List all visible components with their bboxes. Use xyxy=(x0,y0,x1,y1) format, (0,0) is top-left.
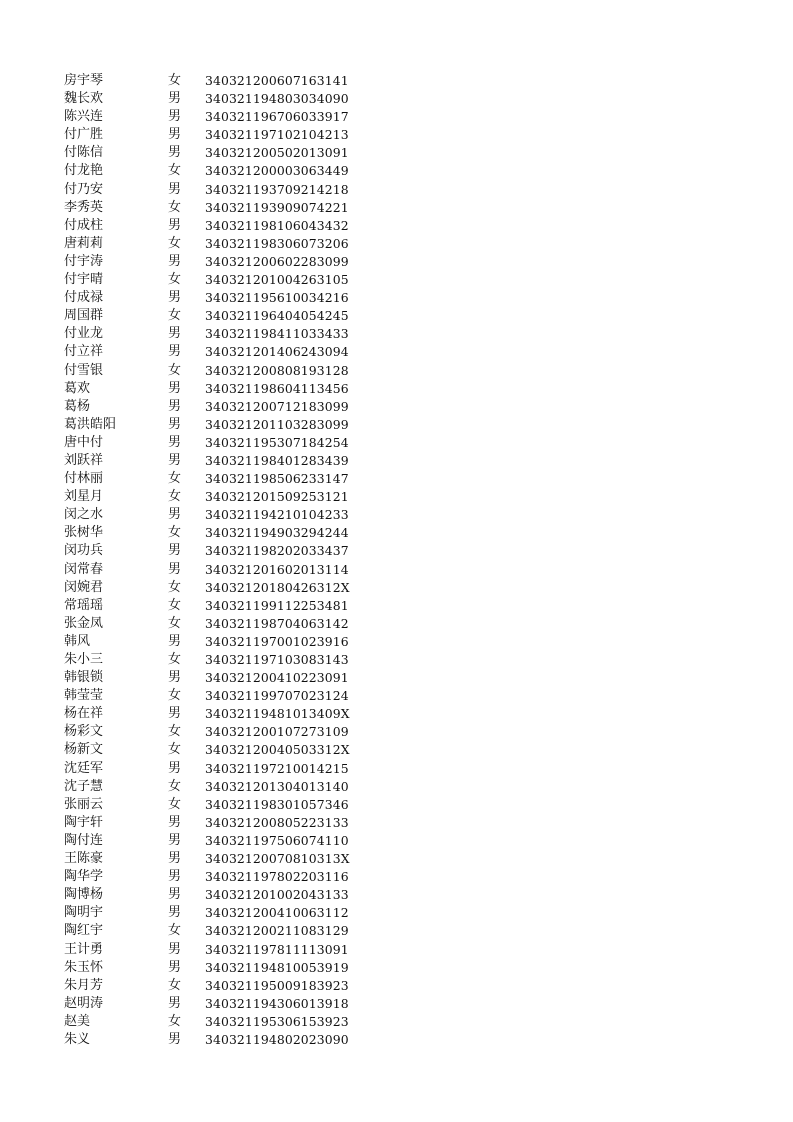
id-number-cell: 340321194903294244 xyxy=(205,525,349,541)
id-number-cell: 340321200410223091 xyxy=(205,670,349,686)
id-number-cell: 340321200410063112 xyxy=(205,905,349,921)
id-number-cell: 340321200607163141 xyxy=(205,73,349,88)
id-number-cell: 340321198704063142 xyxy=(205,615,349,631)
table-row xyxy=(0,995,793,1013)
table-row xyxy=(0,72,793,90)
gender-cell: 女 xyxy=(168,73,182,88)
gender-cell: 男 xyxy=(168,851,182,867)
table-row xyxy=(0,289,793,307)
name-cell: 周国群 xyxy=(64,308,104,324)
table-row xyxy=(0,832,793,850)
id-number-cell: 340321201602013114 xyxy=(205,561,349,577)
name-cell: 杨新文 xyxy=(64,742,104,758)
id-number-cell: 340321200712183099 xyxy=(205,398,349,414)
name-cell: 刘星月 xyxy=(64,489,104,505)
name-cell: 魏长欢 xyxy=(64,91,104,107)
table-row xyxy=(0,687,793,705)
gender-cell: 女 xyxy=(168,362,182,378)
table-row xyxy=(0,362,793,380)
name-cell: 常瑶瑶 xyxy=(64,597,104,613)
name-cell: 闵婉君 xyxy=(64,579,104,595)
id-number-cell: 340321195306153923 xyxy=(205,1013,349,1029)
table-row xyxy=(0,271,793,289)
table-row xyxy=(0,796,793,814)
table-row xyxy=(0,850,793,868)
id-number-cell: 340321199707023124 xyxy=(205,688,349,704)
gender-cell: 女 xyxy=(168,163,182,179)
table-row xyxy=(0,108,793,126)
gender-cell: 男 xyxy=(168,706,182,722)
id-number-cell: 340321200211083129 xyxy=(205,923,349,939)
gender-cell: 女 xyxy=(168,977,182,993)
gender-cell: 女 xyxy=(168,489,182,505)
name-cell: 付宇涛 xyxy=(64,253,104,269)
gender-cell: 男 xyxy=(168,1031,182,1047)
table-row xyxy=(0,181,793,199)
gender-cell: 女 xyxy=(168,199,182,215)
gender-cell: 女 xyxy=(168,688,182,704)
table-row xyxy=(0,941,793,959)
name-cell: 葛杨 xyxy=(64,398,91,414)
table-row xyxy=(0,398,793,416)
gender-cell: 男 xyxy=(168,995,182,1011)
id-number-cell: 340321198301057346 xyxy=(205,796,349,812)
table-row xyxy=(0,760,793,778)
gender-cell: 男 xyxy=(168,290,182,306)
id-number-cell: 340321201004263105 xyxy=(205,272,349,288)
table-row xyxy=(0,886,793,904)
name-cell: 杨彩文 xyxy=(64,724,104,740)
name-cell: 唐莉莉 xyxy=(64,235,104,251)
name-cell: 付业龙 xyxy=(64,326,104,342)
gender-cell: 男 xyxy=(168,633,182,649)
name-cell: 朱玉怀 xyxy=(64,959,104,975)
table-row xyxy=(0,90,793,108)
name-cell: 朱小三 xyxy=(64,652,104,667)
table-row xyxy=(0,126,793,144)
name-cell: 付陈信 xyxy=(64,145,104,161)
id-number-cell: 340321201406243094 xyxy=(205,344,349,360)
id-number-cell: 34032120180426312X xyxy=(205,579,350,595)
id-number-cell: 34032119481013409X xyxy=(205,706,350,722)
name-cell: 李秀英 xyxy=(64,199,104,215)
id-number-cell: 340321198604113456 xyxy=(205,380,349,396)
id-number-cell: 340321197103083143 xyxy=(205,652,349,667)
gender-cell: 男 xyxy=(168,398,182,414)
name-cell: 韩银锁 xyxy=(64,670,104,686)
gender-cell: 男 xyxy=(168,326,182,342)
table-row xyxy=(0,1013,793,1031)
name-cell: 杨在祥 xyxy=(64,706,104,722)
table-row xyxy=(0,633,793,651)
table-row xyxy=(0,615,793,633)
name-cell: 朱义 xyxy=(64,1031,91,1047)
name-cell: 陶明宇 xyxy=(64,905,104,921)
id-number-cell: 340321197001023916 xyxy=(205,633,349,649)
table-row xyxy=(0,977,793,995)
name-cell: 张丽云 xyxy=(64,796,104,812)
name-cell: 赵明涛 xyxy=(64,995,104,1011)
gender-cell: 女 xyxy=(168,778,182,794)
gender-cell: 女 xyxy=(168,923,182,939)
gender-cell: 男 xyxy=(168,760,182,776)
gender-cell: 男 xyxy=(168,253,182,269)
table-row xyxy=(0,868,793,886)
id-number-cell: 340321197802203116 xyxy=(205,869,349,885)
name-cell: 陶红宇 xyxy=(64,923,104,939)
table-row xyxy=(0,162,793,180)
name-cell: 韩风 xyxy=(64,633,91,649)
table-row xyxy=(0,470,793,488)
gender-cell: 女 xyxy=(168,724,182,740)
gender-cell: 女 xyxy=(168,615,182,631)
id-number-cell: 340321196706033917 xyxy=(205,109,349,125)
name-cell: 付成禄 xyxy=(64,290,104,306)
name-cell: 付立祥 xyxy=(64,344,104,360)
name-cell: 付林丽 xyxy=(64,471,104,487)
table-row xyxy=(0,199,793,217)
id-number-cell: 340321197811113091 xyxy=(205,941,349,957)
gender-cell: 男 xyxy=(168,887,182,903)
table-row xyxy=(0,416,793,434)
table-row xyxy=(0,741,793,759)
id-number-cell: 340321201002043133 xyxy=(205,887,349,903)
id-number-cell: 340321200805223133 xyxy=(205,814,349,830)
id-number-cell: 340321200003063449 xyxy=(205,163,349,179)
name-cell: 王陈豪 xyxy=(64,851,104,867)
table-row xyxy=(0,434,793,452)
gender-cell: 女 xyxy=(168,308,182,324)
gender-cell: 男 xyxy=(168,91,182,107)
id-number-cell: 340321195610034216 xyxy=(205,290,349,306)
id-number-cell: 34032120040503312X xyxy=(205,742,350,758)
name-cell: 付广胜 xyxy=(64,127,104,143)
gender-cell: 男 xyxy=(168,941,182,957)
id-number-cell: 340321197102104213 xyxy=(205,127,349,143)
gender-cell: 男 xyxy=(168,814,182,830)
id-number-cell: 340321198106043432 xyxy=(205,217,349,233)
id-number-cell: 340321201103283099 xyxy=(205,416,349,432)
gender-cell: 女 xyxy=(168,272,182,288)
id-number-cell: 340321195307184254 xyxy=(205,434,349,450)
gender-cell: 女 xyxy=(168,235,182,251)
roster-table xyxy=(0,72,793,1049)
name-cell: 张金凤 xyxy=(64,615,104,631)
gender-cell: 女 xyxy=(168,796,182,812)
table-row xyxy=(0,380,793,398)
table-row xyxy=(0,579,793,597)
name-cell: 付宇晴 xyxy=(64,272,104,288)
id-number-cell: 340321200602283099 xyxy=(205,253,349,269)
gender-cell: 女 xyxy=(168,652,182,667)
id-number-cell: 340321201304013140 xyxy=(205,778,349,794)
id-number-cell: 340321198202033437 xyxy=(205,543,349,559)
gender-cell: 男 xyxy=(168,416,182,432)
name-cell: 闵功兵 xyxy=(64,543,104,559)
name-cell: 朱月芳 xyxy=(64,977,104,993)
table-row xyxy=(0,325,793,343)
table-row xyxy=(0,723,793,741)
id-number-cell: 340321198401283439 xyxy=(205,452,349,468)
table-row xyxy=(0,651,793,669)
name-cell: 沈子慧 xyxy=(64,778,104,794)
table-row xyxy=(0,307,793,325)
name-cell: 房宇琴 xyxy=(64,73,104,88)
name-cell: 闵常春 xyxy=(64,561,104,577)
id-number-cell: 340321194802023090 xyxy=(205,1031,349,1047)
id-number-cell: 340321198506233147 xyxy=(205,471,349,487)
id-number-cell: 340321200808193128 xyxy=(205,362,349,378)
name-cell: 付乃安 xyxy=(64,181,104,197)
id-number-cell: 340321197210014215 xyxy=(205,760,349,776)
gender-cell: 女 xyxy=(168,742,182,758)
id-number-cell: 340321198306073206 xyxy=(205,235,349,251)
id-number-cell: 340321199112253481 xyxy=(205,597,349,613)
name-cell: 付成柱 xyxy=(64,217,104,233)
table-row xyxy=(0,217,793,235)
id-number-cell: 340321195009183923 xyxy=(205,977,349,993)
name-cell: 唐中付 xyxy=(64,434,104,450)
table-row xyxy=(0,235,793,253)
id-number-cell: 340321200107273109 xyxy=(205,724,349,740)
table-row xyxy=(0,542,793,560)
gender-cell: 男 xyxy=(168,380,182,396)
id-number-cell: 340321197506074110 xyxy=(205,832,349,848)
table-row xyxy=(0,778,793,796)
name-cell: 王计勇 xyxy=(64,941,104,957)
table-row xyxy=(0,922,793,940)
gender-cell: 男 xyxy=(168,959,182,975)
gender-cell: 男 xyxy=(168,670,182,686)
name-cell: 赵美 xyxy=(64,1013,91,1029)
name-cell: 韩莹莹 xyxy=(64,688,104,704)
id-number-cell: 340321198411033433 xyxy=(205,326,349,342)
table-row xyxy=(0,705,793,723)
gender-cell: 女 xyxy=(168,471,182,487)
table-row xyxy=(0,561,793,579)
gender-cell: 男 xyxy=(168,127,182,143)
name-cell: 陶宇轩 xyxy=(64,814,104,830)
gender-cell: 男 xyxy=(168,507,182,523)
id-number-cell: 340321201509253121 xyxy=(205,489,349,505)
gender-cell: 女 xyxy=(168,597,182,613)
gender-cell: 女 xyxy=(168,579,182,595)
table-row xyxy=(0,506,793,524)
name-cell: 付龙艳 xyxy=(64,163,104,179)
gender-cell: 男 xyxy=(168,145,182,161)
table-row xyxy=(0,597,793,615)
table-row xyxy=(0,669,793,687)
gender-cell: 女 xyxy=(168,1013,182,1029)
table-row xyxy=(0,488,793,506)
gender-cell: 男 xyxy=(168,905,182,921)
gender-cell: 男 xyxy=(168,543,182,559)
gender-cell: 女 xyxy=(168,525,182,541)
gender-cell: 男 xyxy=(168,869,182,885)
id-number-cell: 340321200502013091 xyxy=(205,145,349,161)
id-number-cell: 340321194810053919 xyxy=(205,959,349,975)
id-number-cell: 340321193709214218 xyxy=(205,181,349,197)
gender-cell: 男 xyxy=(168,561,182,577)
gender-cell: 男 xyxy=(168,181,182,197)
gender-cell: 男 xyxy=(168,452,182,468)
table-row xyxy=(0,904,793,922)
name-cell: 张树华 xyxy=(64,525,104,541)
gender-cell: 男 xyxy=(168,832,182,848)
name-cell: 沈廷军 xyxy=(64,760,104,776)
name-cell: 陈兴连 xyxy=(64,109,104,125)
name-cell: 陶华学 xyxy=(64,869,104,885)
id-number-cell: 340321196404054245 xyxy=(205,308,349,324)
table-row xyxy=(0,959,793,977)
table-row xyxy=(0,253,793,271)
name-cell: 葛欢 xyxy=(64,380,91,396)
table-row xyxy=(0,1031,793,1049)
name-cell: 陶博杨 xyxy=(64,887,104,903)
id-number-cell: 340321194306013918 xyxy=(205,995,349,1011)
table-row xyxy=(0,452,793,470)
name-cell: 刘跃祥 xyxy=(64,452,104,468)
name-cell: 闵之水 xyxy=(64,507,104,523)
table-row xyxy=(0,343,793,361)
table-row xyxy=(0,524,793,542)
id-number-cell: 340321194803034090 xyxy=(205,91,349,107)
table-row xyxy=(0,814,793,832)
id-number-cell: 340321193909074221 xyxy=(205,199,349,215)
gender-cell: 男 xyxy=(168,109,182,125)
gender-cell: 男 xyxy=(168,344,182,360)
gender-cell: 男 xyxy=(168,217,182,233)
gender-cell: 男 xyxy=(168,434,182,450)
id-number-cell: 340321194210104233 xyxy=(205,507,349,523)
table-row xyxy=(0,144,793,162)
name-cell: 付雪银 xyxy=(64,362,104,378)
name-cell: 葛洪皓阳 xyxy=(64,416,117,432)
id-number-cell: 34032120070810313X xyxy=(205,851,350,867)
name-cell: 陶付连 xyxy=(64,832,104,848)
